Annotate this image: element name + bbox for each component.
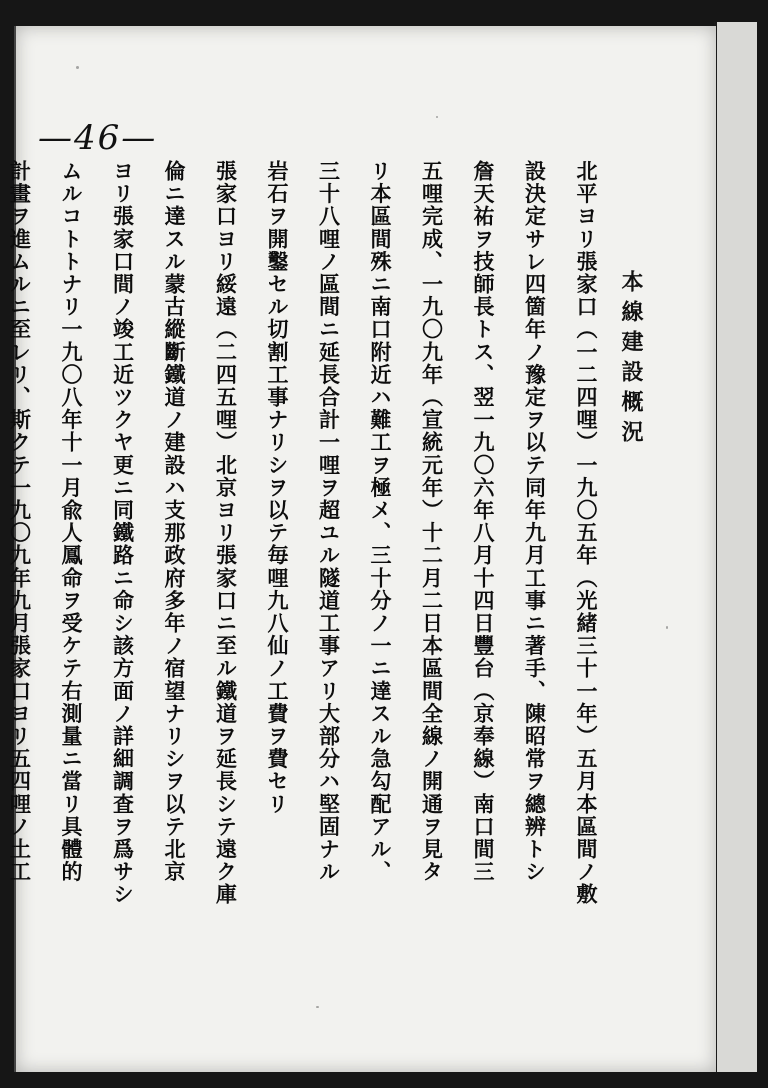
next-page-edge bbox=[714, 22, 757, 1072]
text-column: 岩石ヲ開鑿セル切割工事ナリシヲ以テ毎哩九八仙ノ工費ヲ費セリ bbox=[265, 160, 290, 816]
body-text bbox=[7, 160, 612, 1050]
text-column: ヨリ張家口間ノ竣工近ツクヤ更ニ同鐵路ニ命シ該方面ノ詳細調査ヲ爲サシ bbox=[110, 160, 136, 906]
text-column: ムルコトトナリ一九〇八年十一月兪人鳳命ヲ受ケテ右測量ニ當リ具體的 bbox=[59, 160, 84, 884]
text-column: 三十八哩ノ區間ニ延長合計一哩ヲ超ユル隧道工事アリ大部分ハ堅固ナル bbox=[316, 160, 342, 884]
text-column: 倫ニ達スル蒙古縱斷鐵道ノ建設ハ支那政府多年ノ宿望ナリシヲ以テ北京 bbox=[162, 160, 187, 884]
text-column: 設決定サレ四箇年ノ豫定ヲ以テ同年九月工事ニ著手、陳昭常ヲ總辨トシ bbox=[522, 160, 548, 884]
paper-speck bbox=[666, 626, 668, 629]
text-column: 計畫ヲ進ムルニ至レリ、斯クテ一九〇九年九月張家口ヨリ五四哩ノ土工 bbox=[7, 160, 33, 884]
section-heading: 本線建設概況 bbox=[618, 270, 644, 450]
text-column: 張家口ヨリ綏遠（二四五哩）北京ヨリ張家口ニ至ル鐵道ヲ延長シテ遠ク庫 bbox=[213, 160, 239, 906]
paper-speck bbox=[436, 116, 438, 118]
paper-speck bbox=[76, 66, 79, 69]
page-number: —46— bbox=[38, 118, 158, 158]
text-column: 詹天祐ヲ技師長トス、翌一九〇六年八月十四日豐台（京奉線）南口間三 bbox=[471, 160, 496, 884]
text-column: リ本區間殊ニ南口附近ハ難工ヲ極メ、三十分ノ一ニ達スル急勾配アル、 bbox=[368, 160, 393, 884]
text-column: 五哩完成、一九〇九年（宣統元年）十二月二日本區間全線ノ開通ヲ見タ bbox=[419, 160, 445, 884]
text-column: 北平ヨリ張家口（一二四哩）一九〇五年（光緒三十一年）五月本區間ノ敷 bbox=[574, 160, 599, 906]
